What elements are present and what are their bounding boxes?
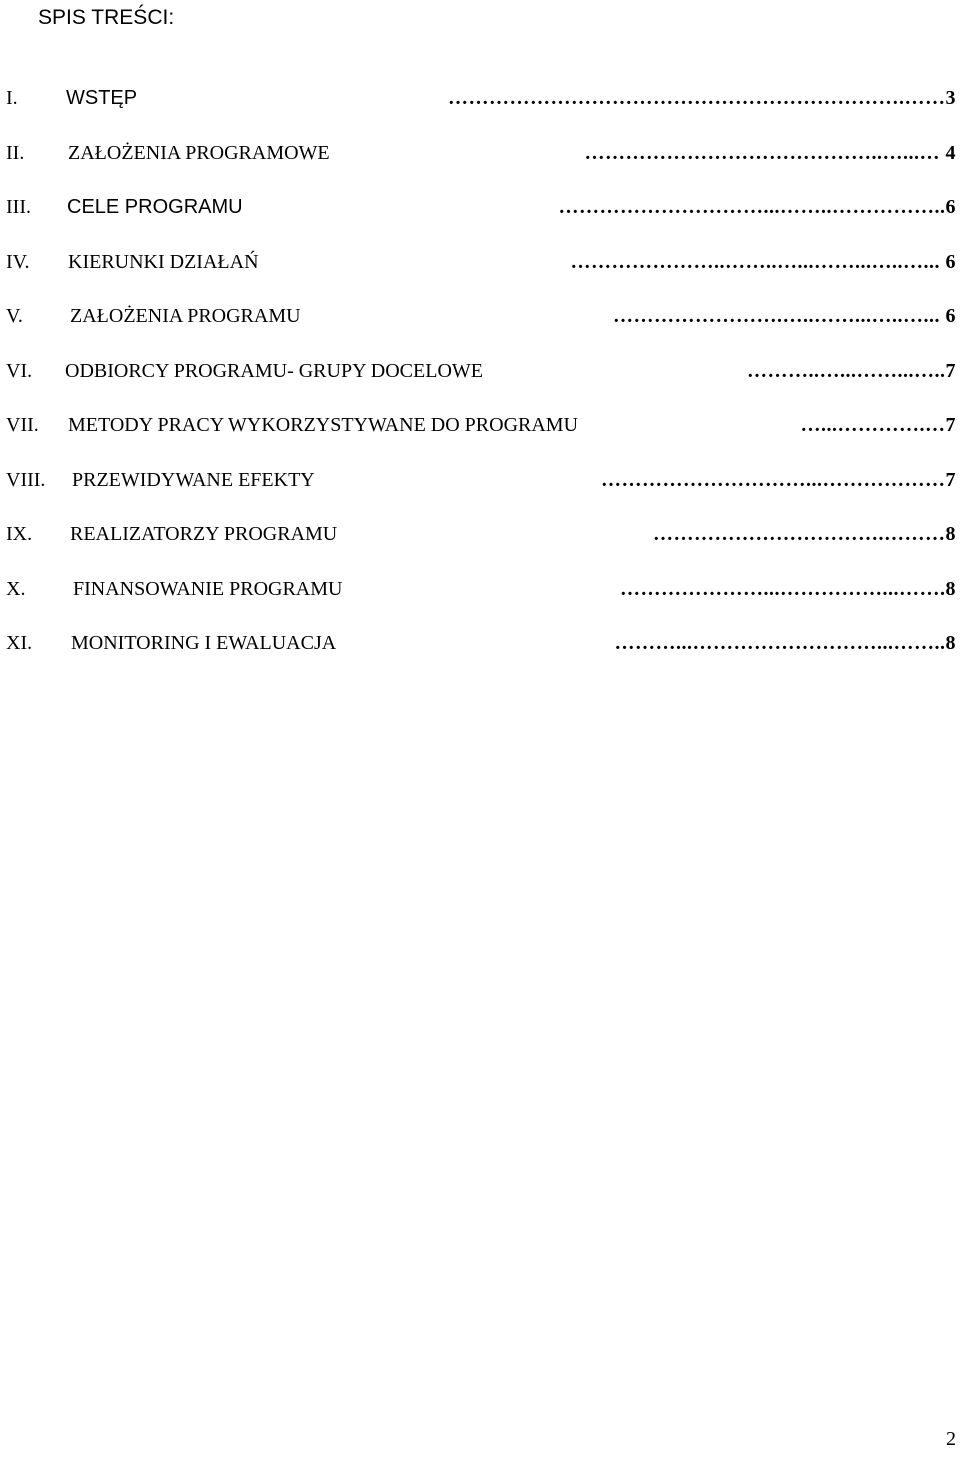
- page-number: 2: [946, 1428, 956, 1450]
- toc-entry[interactable]: [6, 193, 956, 248]
- toc-entry-leader: …………………….…..……...…..…... 6: [613, 305, 956, 327]
- toc-entry[interactable]: [6, 520, 956, 575]
- toc-entry[interactable]: [6, 466, 956, 521]
- toc-entry[interactable]: [6, 629, 956, 684]
- toc-entry-label: KIERUNKI DZIAŁAŃ: [68, 250, 259, 273]
- toc-entry[interactable]: [6, 84, 956, 139]
- toc-title: SPIS TREŚCI:: [38, 6, 175, 29]
- toc-entry-leader: ………………………………………………………….……3: [448, 87, 956, 109]
- toc-entry-label: WSTĘP: [66, 87, 138, 109]
- toc-entry-leader: …………………………...……..……………..6: [558, 196, 956, 218]
- toc-entry-label: CELE PROGRAMU: [67, 196, 243, 218]
- toc-entry[interactable]: [6, 248, 956, 303]
- toc-entry-number: VI.: [6, 359, 33, 382]
- toc-entry-label: FINANSOWANIE PROGRAMU: [73, 577, 343, 600]
- toc-entry-number: V.: [6, 305, 23, 327]
- toc-entry-leader: …………………...……………...…….8: [620, 577, 956, 600]
- toc-entry-label: ZAŁOŻENIA PROGRAMU: [70, 305, 301, 327]
- toc-entry-number: IV.: [6, 250, 30, 273]
- toc-entry-label: METODY PRACY WYKORZYSTYWANE DO PROGRAMU: [68, 414, 579, 436]
- toc-entry-number: XI.: [6, 632, 33, 654]
- toc-entry[interactable]: [6, 357, 956, 412]
- toc-entry-number: VII.: [6, 414, 39, 436]
- toc-entry[interactable]: [6, 302, 956, 357]
- toc-entry-label: PRZEWIDYWANE EFEKTY: [72, 468, 315, 491]
- toc-entry-leader: ……………………………………..…...… 4: [584, 141, 956, 164]
- toc-entry-leader: …………………………….………8: [653, 523, 956, 545]
- toc-entry-number: III.: [6, 196, 31, 218]
- toc-entry[interactable]: [6, 139, 956, 194]
- toc-entry-label: ZAŁOŻENIA PROGRAMOWE: [68, 141, 330, 164]
- toc-entry-number: X.: [6, 577, 26, 600]
- toc-entry-leader: …………………………...………………7: [601, 468, 956, 491]
- toc-entry-number: I.: [6, 87, 18, 109]
- toc-entry-leader: …………………..……..…...……...…..…... 6: [570, 250, 956, 273]
- toc-entry-label: REALIZATORZY PROGRAMU: [70, 523, 338, 545]
- toc-entry-number: VIII.: [6, 468, 46, 491]
- toc-entry-number: II.: [6, 141, 25, 164]
- toc-entry-leader: …...………….…7: [800, 414, 956, 436]
- toc-entry-label: ODBIORCY PROGRAMU- GRUPY DOCELOWE: [65, 359, 483, 382]
- toc-entry[interactable]: [6, 411, 956, 466]
- toc-entry-leader: ………...………………………...……..8: [614, 632, 956, 654]
- table-of-contents: [6, 84, 956, 684]
- toc-entry-label: MONITORING I EWALUACJA: [71, 632, 337, 654]
- toc-entry[interactable]: [6, 575, 956, 630]
- toc-entry-leader: ………..…...……...…..7: [747, 359, 956, 382]
- toc-entry-number: IX.: [6, 523, 33, 545]
